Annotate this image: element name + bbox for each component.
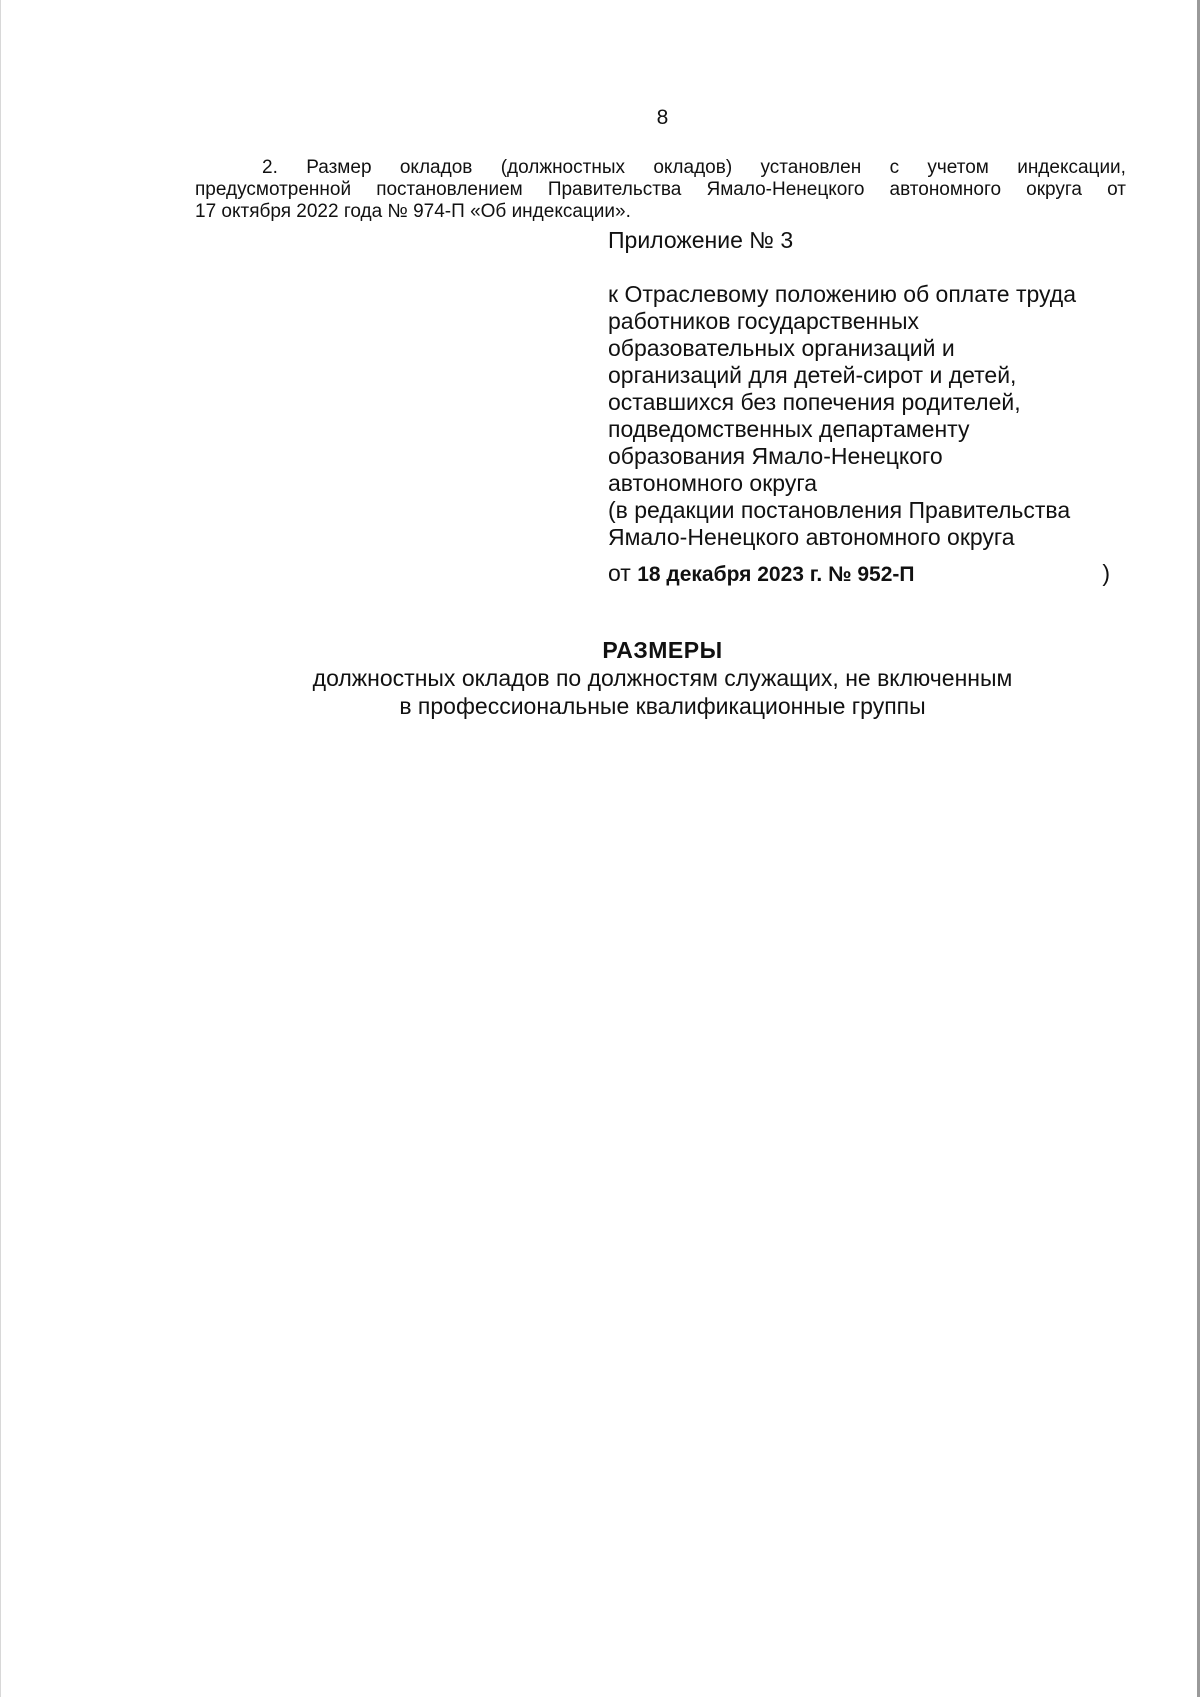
appendix-line: подведомственных департаменту <box>608 416 970 442</box>
paragraph-word: от <box>1107 179 1126 200</box>
paragraph-word: округа <box>1026 179 1082 200</box>
paragraph-line-2 <box>195 179 1126 201</box>
document-title: РАЗМЕРЫ <box>602 637 723 663</box>
appendix-line: к Отраслевому положению об оплате труда <box>608 281 1076 307</box>
paragraph-line-1 <box>195 157 1126 179</box>
paragraph-word: окладов) <box>653 157 733 178</box>
appendix-line: оставшихся без попечения родителей, <box>608 389 1021 415</box>
paragraph-word: учетом <box>927 157 989 178</box>
paragraph-word: автономного <box>889 179 1002 200</box>
paragraph-word: 17 октября 2022 года № 974-П «Об индексации». <box>195 201 631 222</box>
resolution-date-number: 18 декабря 2023 г. № 952-П <box>637 563 915 586</box>
subtitle-line: должностных окладов по должностям служащих, не включенным <box>312 665 1013 691</box>
appendix-reference <box>608 281 1128 551</box>
paragraph-word: установлен <box>760 157 862 178</box>
subtitle-line: в профессиональные квалификационные группы <box>399 693 926 719</box>
appendix-line: работников государственных <box>608 308 919 334</box>
page-left-edge <box>0 0 1 1697</box>
appendix-title: Приложение № 3 <box>608 227 794 253</box>
indexation-paragraph <box>195 157 1126 223</box>
appendix-date-line <box>608 560 1110 588</box>
appendix-line: организаций для детей-сирот и детей, <box>608 362 1017 388</box>
appendix-line: (в редакции постановления Правительства <box>608 497 1071 523</box>
paragraph-word: Размер <box>306 157 372 178</box>
paragraph-line-3 <box>195 201 1126 223</box>
paragraph-word: с <box>889 157 900 178</box>
appendix-line: автономного округа <box>608 470 817 496</box>
document-subtitle <box>0 664 1200 720</box>
closing-parenthesis: ) <box>1102 560 1110 586</box>
page-number: 8 <box>656 106 669 129</box>
paragraph-word: Правительства <box>547 179 682 200</box>
appendix-line: образования Ямало-Ненецкого <box>608 443 943 469</box>
appendix-line: Ямало-Ненецкого автономного округа <box>608 524 1015 550</box>
paragraph-word: индексации, <box>1017 157 1126 178</box>
date-prefix: от <box>608 560 631 586</box>
paragraph-word: 2. <box>262 157 278 178</box>
appendix-line: образовательных организаций и <box>608 335 955 361</box>
paragraph-word: окладов <box>399 157 473 178</box>
paragraph-word: предусмотренной <box>195 179 352 200</box>
paragraph-word: Ямало-Ненецкого <box>706 179 865 200</box>
paragraph-word: постановлением <box>376 179 523 200</box>
paragraph-word: (должностных <box>500 157 625 178</box>
